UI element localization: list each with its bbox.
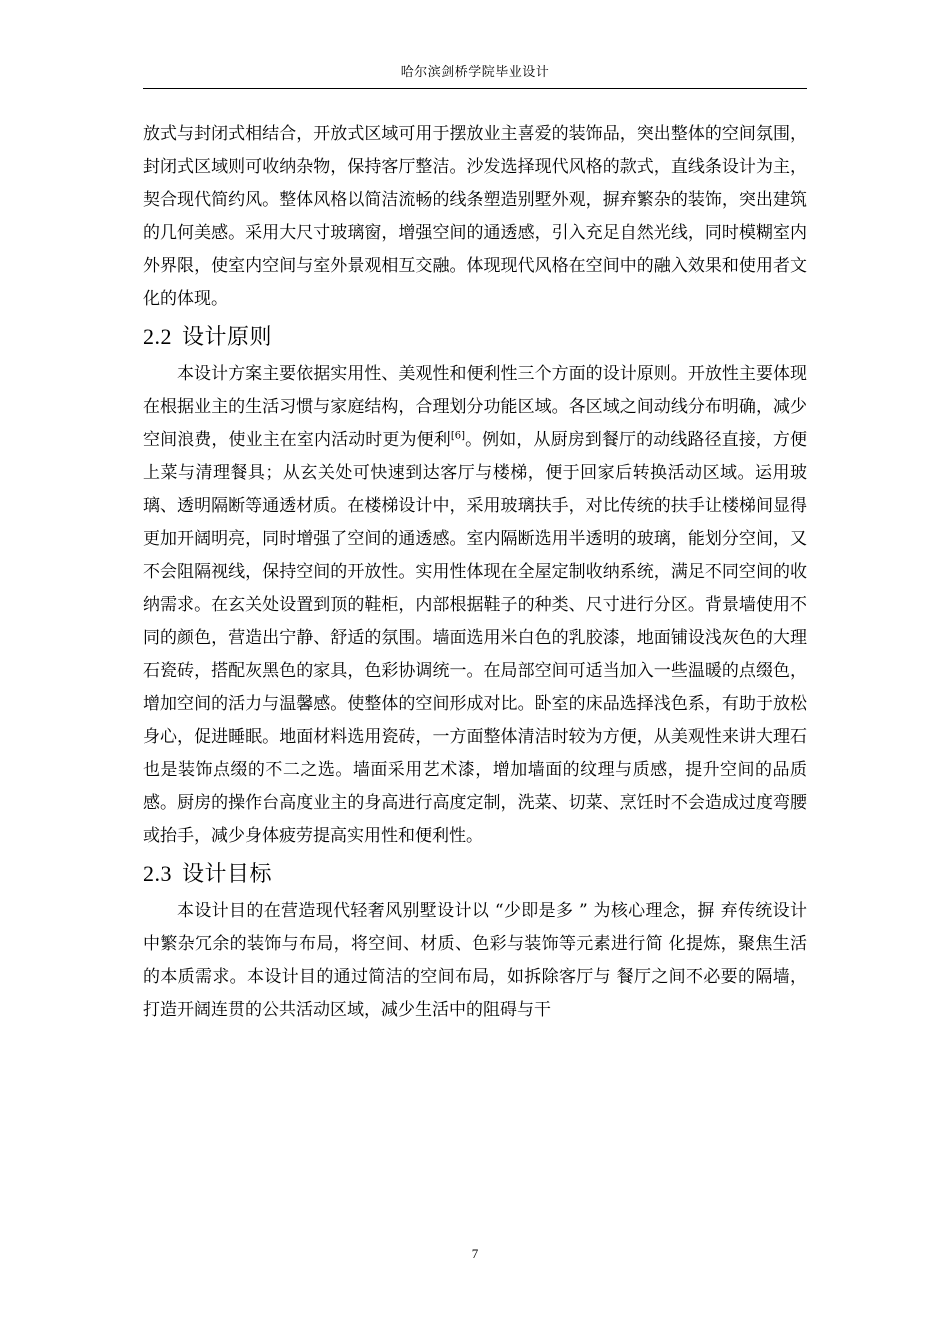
page-header: 哈尔滨剑桥学院毕业设计 — [400, 65, 550, 80]
section-number: 2.2 — [143, 324, 172, 349]
section-number: 2.3 — [143, 861, 172, 886]
paragraph-text: 本设计方案主要依据实用性、美观性和便利性三个方面的设计原则。开放性主要体现在根据业主的生活习惯与家庭结构，合理划分功能区域。各区域之间动线分布明确，减少空间浪费，使业主在室内活动时更为便利 — [143, 364, 807, 450]
header-divider — [143, 88, 807, 89]
section-title: 设计原则 — [182, 324, 273, 349]
document-body — [143, 118, 807, 1027]
section-title: 设计目标 — [182, 861, 273, 886]
design-goals-paragraph: 本设计目的在营造现代轻奢风别墅设计以 “少即是多 ” 为核心理念，摒 弃传统设计中繁杂冗余的装饰与布局，将空间、材质、色彩与装饰等元素进行简 化提炼，聚焦生活的本质需求。本设计目的通过简洁的空间布局，如拆除客厅与 餐厅之间不必要的隔墙，打造开阔连贯的公共活动区域，减少生活中的阻碍与干 — [143, 901, 807, 1020]
design-principles-paragraph — [143, 358, 807, 853]
section-heading-2-3 — [143, 853, 807, 895]
paragraph-text: 。例如，从厨房到餐厅的动线路径直接，方便上菜与清理餐具；从玄关处可快速到达客厅与楼梯，便于回家后转换活动区域。运用玻璃、透明隔断等通透材质。在楼梯设计中，采用玻璃扶手，对比传统的扶手让楼梯间显得更加开阔明亮，同时增强了空间的通透感。室内隔断选用半透明的玻璃，能划分空间，又不会阻隔视线，保持空间的开放性。实用性体现在全屋定制收纳系统，满足不同空间的收纳需求。在玄关处设置到顶的鞋柜，内部根据鞋子的种类、尺寸进行分区。背景墙使用不同的颜色，营造出宁静、舒适的氛围。墙面选用米白色的乳胶漆，地面铺设浅灰色的大理石瓷砖，搭配灰黑色的家具，色彩协调统一。在局部空间可适当加入一些温暖的点缀色，增加空间的活力与温馨感。使整体的空间形成对比。卧室的床品选择浅色系，有助于放松身心，促进睡眠。地面材料选用瓷砖，一方面整体清洁时较为方便，从美观性来讲大理石也是装饰点缀的不二之选。墙面采用艺术漆，增加墙面的纹理与质感，提升空间的品质感。厨房的操作台高度业主的身高进行高度定制，洗菜、切菜、烹饪时不会造成过度弯腰或抬手，减少身体疲劳提高实用性和便利性。 — [143, 430, 807, 846]
section-heading-2-2 — [143, 316, 807, 358]
page-number: 7 — [471, 1246, 479, 1261]
citation-reference: [6] — [450, 430, 465, 442]
intro-paragraph: 放式与封闭式相结合，开放式区域可用于摆放业主喜爱的装饰品，突出整体的空间氛围，封闭式区域则可收纳杂物，保持客厅整洁。沙发选择现代风格的款式，直线条设计为主，契合现代简约风。整体风格以简洁流畅的线条塑造别墅外观，摒弃繁杂的装饰，突出建筑的几何美感。采用大尺寸玻璃窗，增强空间的通透感，引入充足自然光线，同时模糊室内外界限，使室内空间与室外景观相互交融。体现现代风格在空间中的融入效果和使用者文化的体现。 — [143, 124, 807, 309]
